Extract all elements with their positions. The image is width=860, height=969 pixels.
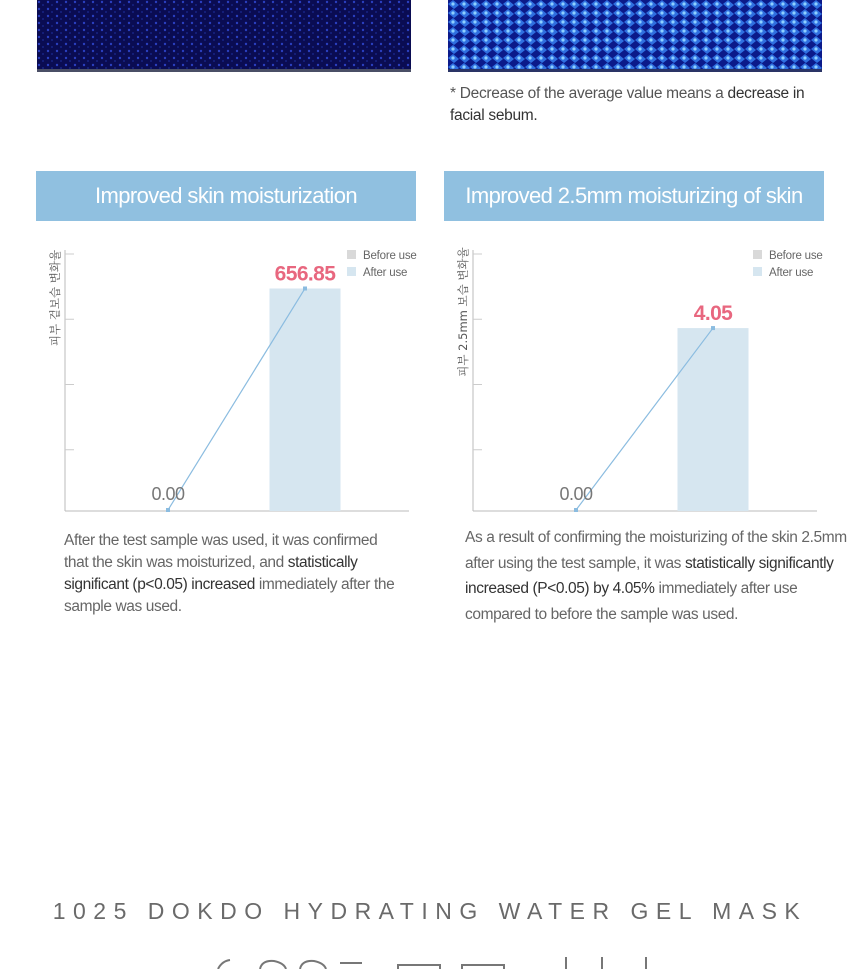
sebum-footnote	[450, 83, 830, 127]
point-before-use	[166, 508, 170, 512]
data-label-after-use: 656.85	[274, 262, 336, 286]
description-bold: statistically significantly increased (P<0.05) by 4.05%	[465, 554, 834, 597]
chart-banner-moisturization	[36, 171, 416, 221]
legend-label: After use	[769, 267, 814, 279]
data-label-before-use: 0.00	[559, 484, 593, 504]
product-korean-title-partial	[200, 955, 680, 969]
footnote-text: * Decrease of the average value means a	[450, 85, 728, 102]
legend-swatch	[347, 250, 356, 259]
data-label-before-use: 0.00	[151, 484, 185, 504]
bar-after-use	[270, 288, 341, 511]
skin-texture-dark	[37, 0, 411, 72]
description-text: immediately after use compared to before the sample was used.	[465, 580, 798, 623]
legend-label: Before use	[769, 250, 823, 262]
data-label-after-use: 4.05	[693, 302, 733, 326]
description-text: immediately after the sample was used.	[64, 576, 395, 615]
banner-title: Improved skin moisturization	[95, 183, 357, 208]
skin-texture-bright	[448, 0, 822, 72]
y-axis-label: 피부 겉보습 변화율	[48, 249, 62, 347]
skin-image-before	[37, 0, 411, 72]
legend-swatch	[753, 250, 762, 259]
description-bold: statistically significant (p<0.05) increased	[64, 554, 358, 593]
description-text: After the test sample was used, it was confirmed that the skin was moisturized, and	[64, 532, 378, 571]
legend-label: Before use	[363, 250, 417, 262]
legend-swatch	[347, 267, 356, 276]
chart-banner-2-5mm	[444, 171, 824, 221]
description-text: As a result of confirming the moisturizing of the skin 2.5mm after using the test sample, it was	[465, 529, 847, 572]
moisturization-description	[64, 530, 399, 618]
point-before-use	[574, 508, 578, 512]
bar-after-use	[678, 328, 749, 511]
legend-label: After use	[363, 267, 408, 279]
legend-swatch	[753, 267, 762, 276]
y-axis-label: 피부 2.5mm 보습 변화율	[456, 247, 470, 377]
skin-image-after	[448, 0, 822, 72]
moisturization-chart	[36, 240, 416, 520]
moisturization-2-5mm-chart	[444, 240, 824, 520]
footnote-bold: decrease in facial sebum.	[450, 85, 805, 124]
product-title: 1025 DOKDO HYDRATING WATER GEL MASK	[52, 898, 808, 924]
banner-title: Improved 2.5mm moisturizing of skin	[465, 183, 803, 208]
point-after-use	[303, 286, 307, 290]
moisturization-2-5mm-description	[465, 525, 850, 627]
point-after-use	[711, 326, 715, 330]
